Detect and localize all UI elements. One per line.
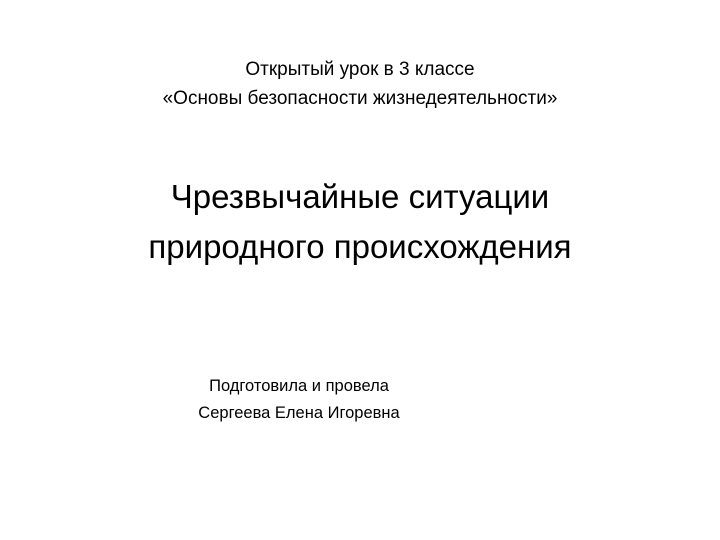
slide-subheader xyxy=(0,55,720,113)
subheader-line-1: Открытый урок в 3 классе xyxy=(245,59,475,80)
title-line-1: Чрезвычайные ситуации xyxy=(170,178,550,215)
title-line-2: природного происхождения xyxy=(148,228,572,265)
slide-title xyxy=(0,172,720,272)
author-line-2: Сергеева Елена Игоревна xyxy=(198,404,400,422)
subheader-line-2: «Основы безопасности жизнедеятельности» xyxy=(162,88,558,109)
author-line-1: Подготовила и провела xyxy=(209,377,389,395)
slide-author-block xyxy=(0,373,720,427)
